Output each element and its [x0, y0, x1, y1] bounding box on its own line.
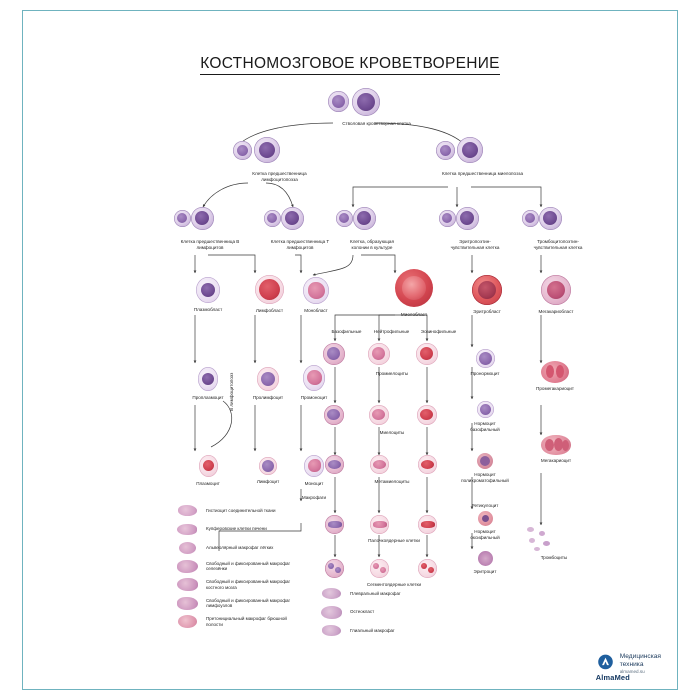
node-label: Клетка предшественница лимфоцитопоэза — [252, 171, 307, 182]
cell-glyph — [352, 88, 380, 116]
node-stem[interactable] — [342, 91, 411, 127]
legend-macrophage-types-2 — [319, 586, 439, 642]
node-segmented-cells-group[interactable] — [366, 559, 422, 587]
cell-icon — [175, 522, 201, 537]
node-label: Макрофаги — [301, 495, 327, 500]
cell-glyph — [370, 515, 389, 534]
node-label: Лимфобласт — [255, 308, 284, 313]
legend-label: Глиальный макрофаг — [350, 627, 395, 633]
node-normocyte-polychromatophilic[interactable] — [461, 453, 509, 483]
cell-icon — [319, 586, 345, 601]
node-lymphoblast[interactable] — [255, 275, 284, 313]
cell-glyph — [370, 455, 389, 474]
node-label: Нормоцит оксифильный — [470, 529, 500, 540]
node-label: Монобласт — [304, 308, 328, 313]
node-label: Нормоцит базофильный — [470, 421, 500, 432]
cell-glyph — [304, 455, 324, 477]
brand-line1: Медицинская — [619, 652, 661, 660]
cell-glyph — [303, 365, 325, 391]
legend-item[interactable] — [319, 605, 439, 620]
node-label: Промегакариоцит — [536, 386, 574, 391]
cell-glyph — [522, 210, 539, 227]
cell-glyph — [196, 277, 220, 303]
cell-glyph — [478, 551, 493, 566]
node-prolymphocyte[interactable] — [252, 367, 284, 400]
legend-label: Альвеолярный макрофаг лёгких — [206, 544, 274, 550]
node-label: Клетка предшественница миелопоэза — [441, 171, 524, 176]
node-label: Мегакариобласт — [538, 309, 574, 314]
node-stab-cells-group[interactable] — [368, 515, 420, 543]
cell-glyph — [541, 435, 571, 455]
node-myelocytes-group[interactable] — [379, 405, 405, 435]
node-normocyte-oxyphilic[interactable] — [470, 511, 500, 540]
node-megakaryoblast[interactable] — [538, 275, 574, 314]
cell-glyph — [541, 361, 569, 383]
cell-glyph — [255, 275, 284, 304]
cell-glyph — [328, 91, 349, 112]
node-label: Промиелоциты — [375, 371, 409, 376]
cell-glyph — [264, 210, 281, 227]
node-tpo-sensitive[interactable] — [533, 207, 583, 250]
node-megakaryocyte[interactable] — [541, 435, 571, 461]
poster-frame — [22, 10, 678, 690]
brand-line2: техника — [619, 661, 644, 669]
node-t-progenitor[interactable] — [270, 207, 330, 250]
node-epo-sensitive[interactable] — [450, 207, 500, 250]
cell-icon — [175, 596, 201, 611]
brand-wordmark: AlmaMed — [595, 673, 630, 683]
node-label: Пролимфоцит — [252, 395, 284, 400]
cell-glyph — [539, 207, 562, 230]
node-monocyte[interactable] — [301, 455, 327, 486]
brand-text — [620, 653, 661, 675]
column-label: Эозинофильные — [420, 329, 457, 334]
node-label: Клетка предшественница Т лимфоцитов — [270, 239, 330, 250]
cell-glyph — [395, 269, 433, 307]
node-plasmocyte[interactable] — [195, 455, 221, 486]
cell-glyph — [370, 559, 389, 578]
node-normocyte-basophilic[interactable] — [470, 401, 500, 432]
cell-glyph — [336, 210, 353, 227]
node-lympho-prog[interactable] — [252, 139, 307, 182]
cell-glyph — [476, 349, 495, 368]
node-label: Сегментоядерные клетки — [366, 582, 422, 587]
cell-glyph — [324, 405, 344, 425]
cell-icon — [175, 503, 201, 518]
legend-item[interactable] — [319, 586, 439, 601]
cell-glyph — [368, 343, 390, 365]
node-pronormocyte[interactable] — [472, 349, 498, 374]
node-label: Клетка предшественница В лимфоцитов — [180, 239, 240, 250]
node-label: Моноцит — [304, 481, 324, 486]
brand-logo[interactable] — [595, 652, 661, 683]
node-label: Эритропоэтин-чувствительная клетка — [450, 239, 500, 250]
node-macrophages[interactable] — [301, 495, 327, 501]
node-label: Тромбоциты — [540, 555, 568, 560]
node-label: Эритроцит — [473, 569, 497, 574]
legend-macrophage-types — [175, 503, 300, 633]
node-promyelocytes-group[interactable] — [375, 343, 409, 376]
node-colony-forming[interactable] — [350, 207, 394, 250]
cell-glyph — [259, 457, 277, 475]
cell-glyph — [418, 559, 437, 578]
cell-glyph — [353, 207, 376, 230]
node-label: Палочкоядерные клетки — [368, 538, 420, 543]
node-metamyelocytes-group[interactable] — [374, 455, 410, 484]
cell-glyph — [541, 275, 571, 305]
legend-label: Гистиоцит соединительной ткани — [206, 507, 276, 513]
cell-glyph — [199, 455, 218, 477]
cell-glyph — [257, 367, 279, 391]
node-label: Метамиелоциты — [374, 479, 410, 484]
legend-item[interactable] — [319, 623, 439, 638]
cell-glyph — [478, 511, 493, 526]
legend-label: Остеокласт — [350, 609, 375, 615]
legend-label: Свободный и фиксированный макрофаг лимфоузлов — [206, 597, 291, 608]
node-erythrocyte[interactable] — [472, 551, 498, 572]
node-b-progenitor[interactable] — [180, 207, 240, 250]
cell-icon — [175, 614, 201, 629]
column-label: Базофильные — [331, 329, 362, 334]
cell-glyph — [439, 210, 456, 227]
legend-item[interactable] — [175, 503, 300, 518]
cell-glyph — [477, 453, 493, 469]
node-erythroblast[interactable] — [472, 275, 502, 314]
cell-glyph — [174, 210, 191, 227]
cell-glyph — [281, 207, 304, 230]
node-thrombocytes[interactable] — [541, 527, 567, 559]
node-myeloblast[interactable] — [395, 269, 433, 317]
cell-glyph — [436, 141, 455, 160]
cell-glyph — [477, 401, 494, 418]
node-label: Стволовая кроветворная клетка — [342, 121, 411, 126]
node-label: Мегакариоцит — [540, 458, 572, 463]
legend-label: Плевральный макрофаг — [350, 590, 401, 596]
legend-item[interactable] — [175, 522, 300, 537]
cell-glyph — [233, 141, 252, 160]
legend-label: Купферовские клетки печени — [206, 526, 267, 532]
cell-glyph — [325, 455, 344, 474]
cell-icon — [319, 605, 345, 620]
column-header-basophil — [331, 329, 362, 335]
column-header-neutrophil — [373, 329, 410, 335]
legend-item[interactable] — [175, 577, 300, 592]
legend-label: Претонициальный макрофаг брюшной полости — [206, 616, 287, 627]
cell-glyph — [191, 207, 214, 230]
cell-glyph — [325, 515, 344, 534]
cell-glyph — [323, 343, 345, 365]
node-label: Нормоцит полихроматофильный — [461, 472, 509, 483]
poster-inner — [23, 11, 677, 689]
cell-glyph — [417, 405, 437, 425]
node-label: Миелоциты — [379, 430, 405, 435]
cell-glyph — [457, 137, 483, 163]
cell-glyph — [416, 343, 438, 365]
node-label: Плазмоцит — [196, 481, 220, 486]
legend-label: Свободный и фиксированный макрофаг костного мозга — [206, 579, 291, 590]
legend-item[interactable] — [175, 614, 300, 629]
node-label: Клетка, образующая колонии в культуре — [350, 239, 394, 250]
cell-glyph — [303, 277, 329, 304]
legend-item[interactable] — [175, 540, 300, 555]
node-label: Промоноцит — [300, 395, 328, 400]
cell-glyph — [456, 207, 479, 230]
node-myelo-prog[interactable] — [441, 139, 524, 176]
cell-icon — [319, 623, 345, 638]
legend-item[interactable] — [175, 596, 300, 611]
legend-label: Свободный и фиксированный макрофаг селезёнки — [206, 560, 291, 571]
node-reticulocyte[interactable] — [471, 479, 499, 508]
node-promegakaryocyte[interactable] — [536, 361, 574, 391]
cell-glyph — [325, 559, 344, 578]
node-label: Миелобласт — [400, 312, 428, 317]
node-label: Проплазмоцит — [192, 395, 224, 400]
brand-url: almamed.su — [619, 669, 645, 675]
page-title: КОСТНОМОЗГОВОЕ КРОВЕТВОРЕНИЕ — [23, 55, 677, 73]
node-label: Эритробласт — [473, 309, 501, 314]
almamed-logo-icon — [595, 654, 630, 683]
cell-glyph — [198, 367, 218, 391]
cell-glyph — [472, 275, 502, 305]
cell-icon — [175, 559, 201, 574]
side-label-b-lymphopoiesis: В лимфоцитопоэз — [229, 372, 234, 411]
node-label: Тромбоцитопоэтин-чувствительная клетка — [533, 239, 583, 250]
node-label: Пронормоцит — [470, 371, 500, 376]
node-promonocyte[interactable] — [300, 365, 328, 400]
cell-glyph — [369, 405, 389, 425]
node-label: Ретикулоцит — [471, 503, 499, 508]
node-label: Лимфоцит — [256, 479, 280, 484]
cell-icon — [175, 577, 201, 592]
column-header-eosinophil — [420, 329, 457, 335]
node-label: Плазмобласт — [193, 307, 223, 312]
column-label: Нейтрофильные — [373, 329, 410, 334]
node-plasmoblast[interactable] — [193, 277, 223, 312]
node-lymphocyte[interactable] — [255, 457, 281, 484]
legend-item[interactable] — [175, 559, 300, 574]
node-proplasmocyte[interactable] — [192, 367, 224, 400]
cell-glyph — [418, 455, 437, 474]
cell-glyph — [418, 515, 437, 534]
cell-glyph — [254, 137, 280, 163]
cell-icon — [175, 540, 201, 555]
node-monoblast[interactable] — [303, 277, 329, 313]
